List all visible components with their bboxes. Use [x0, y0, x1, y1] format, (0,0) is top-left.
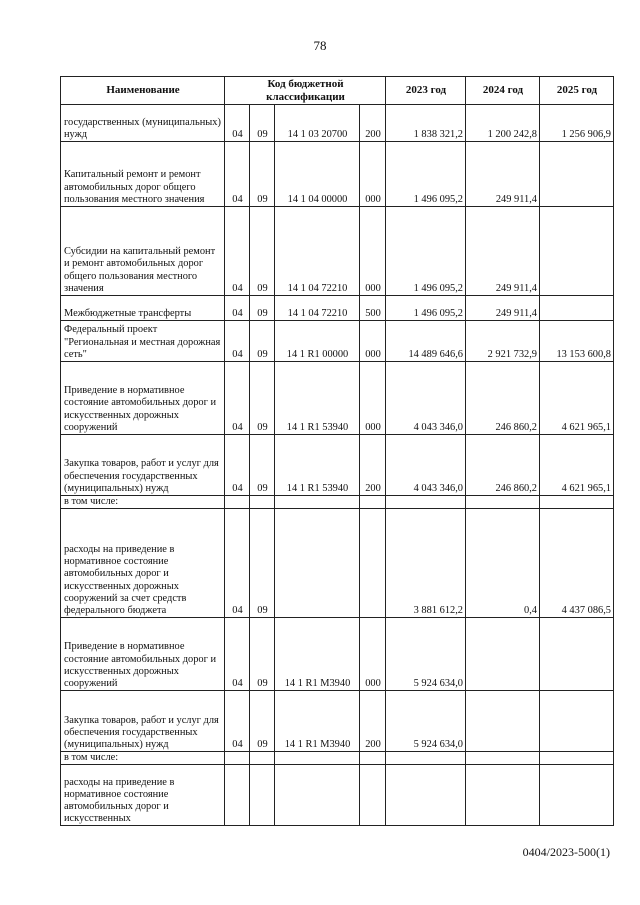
cell-2025 [540, 618, 614, 691]
cell-expense-type [360, 496, 386, 509]
cell-2024 [466, 618, 540, 691]
cell-2024 [466, 752, 540, 765]
cell-subsection: 09 [250, 618, 275, 691]
table-row [61, 618, 614, 691]
cell-2023: 4 043 346,0 [386, 435, 466, 496]
cell-expense-type: 000 [360, 618, 386, 691]
cell-name: расходы на приведение в нормативное состояние автомобильных дорог и искусственных дорожных сооружений за счет средств федерального бюджета [61, 509, 225, 618]
cell-expense-type [360, 509, 386, 618]
cell-name: Приведение в нормативное состояние автомобильных дорог и искусственных дорожных сооружений [61, 362, 225, 435]
cell-2024: 246 860,2 [466, 435, 540, 496]
table-row [61, 435, 614, 496]
cell-name: Приведение в нормативное состояние автомобильных дорог и искусственных дорожных сооружений [61, 618, 225, 691]
cell-name: в том числе: [61, 752, 225, 765]
cell-section: 04 [225, 435, 250, 496]
cell-2024: 1 200 242,8 [466, 105, 540, 142]
cell-name: Закупка товаров, работ и услуг для обеспечения государственных (муниципальных) нужд [61, 435, 225, 496]
cell-section: 04 [225, 105, 250, 142]
cell-2023: 4 043 346,0 [386, 362, 466, 435]
cell-2025: 13 153 600,8 [540, 321, 614, 362]
cell-2023: 5 924 634,0 [386, 618, 466, 691]
cell-subsection: 09 [250, 142, 275, 207]
cell-2024 [466, 691, 540, 752]
cell-2023: 1 496 095,2 [386, 142, 466, 207]
cell-subsection: 09 [250, 362, 275, 435]
cell-2025 [540, 496, 614, 509]
cell-section: 04 [225, 691, 250, 752]
cell-2023 [386, 765, 466, 826]
cell-2024: 249 911,4 [466, 142, 540, 207]
budget-table [60, 76, 614, 826]
cell-subsection [250, 765, 275, 826]
cell-subsection: 09 [250, 435, 275, 496]
header-2023: 2023 год [386, 77, 466, 105]
cell-2025: 4 621 965,1 [540, 362, 614, 435]
cell-target-article [275, 496, 360, 509]
cell-2023 [386, 752, 466, 765]
cell-section [225, 765, 250, 826]
table-row [61, 142, 614, 207]
cell-2025 [540, 142, 614, 207]
cell-subsection: 09 [250, 691, 275, 752]
cell-target-article: 14 1 04 00000 [275, 142, 360, 207]
cell-section: 04 [225, 618, 250, 691]
cell-name: Субсидии на капитальный ремонт и ремонт автомобильных дорог общего пользования местного значения [61, 207, 225, 296]
cell-2023: 1 838 321,2 [386, 105, 466, 142]
cell-section [225, 752, 250, 765]
cell-2023: 1 496 095,2 [386, 207, 466, 296]
cell-name: расходы на приведение в нормативное состояние автомобильных дорог и искусственных [61, 765, 225, 826]
cell-2025 [540, 207, 614, 296]
cell-target-article: 14 1 R1 M3940 [275, 691, 360, 752]
cell-2023: 1 496 095,2 [386, 296, 466, 321]
cell-2023: 5 924 634,0 [386, 691, 466, 752]
header-2024: 2024 год [466, 77, 540, 105]
cell-expense-type: 000 [360, 321, 386, 362]
cell-expense-type: 200 [360, 435, 386, 496]
cell-expense-type: 200 [360, 105, 386, 142]
cell-target-article: 14 1 R1 00000 [275, 321, 360, 362]
cell-name: Закупка товаров, работ и услуг для обеспечения государственных (муниципальных) нужд [61, 691, 225, 752]
cell-2024: 2 921 732,9 [466, 321, 540, 362]
cell-target-article: 14 1 04 72210 [275, 296, 360, 321]
cell-target-article: 14 1 03 20700 [275, 105, 360, 142]
cell-2023: 3 881 612,2 [386, 509, 466, 618]
table-row [61, 509, 614, 618]
cell-subsection [250, 496, 275, 509]
cell-subsection: 09 [250, 321, 275, 362]
cell-name: Капитальный ремонт и ремонт автомобильных дорог общего пользования местного значения [61, 142, 225, 207]
header-code: Код бюджетной классификации [225, 77, 386, 105]
cell-subsection: 09 [250, 509, 275, 618]
cell-expense-type: 000 [360, 207, 386, 296]
cell-2023: 14 489 646,6 [386, 321, 466, 362]
cell-target-article: 14 1 R1 53940 [275, 362, 360, 435]
table-row [61, 207, 614, 296]
cell-2025: 4 621 965,1 [540, 435, 614, 496]
table-row [61, 105, 614, 142]
cell-2023 [386, 496, 466, 509]
cell-2024 [466, 496, 540, 509]
document-id: 0404/2023-500(1) [522, 845, 610, 859]
cell-section: 04 [225, 321, 250, 362]
cell-section: 04 [225, 142, 250, 207]
cell-2024 [466, 765, 540, 826]
table-row [61, 691, 614, 752]
page-number: 78 [313, 38, 327, 53]
cell-subsection: 09 [250, 207, 275, 296]
table-row [61, 496, 614, 509]
header-name: Наименование [61, 77, 225, 105]
cell-2025 [540, 691, 614, 752]
cell-target-article [275, 765, 360, 826]
table-row [61, 321, 614, 362]
cell-target-article: 14 1 R1 M3940 [275, 618, 360, 691]
cell-name: Межбюджетные трансферты [61, 296, 225, 321]
cell-name: Федеральный проект "Региональная и местная дорожная сеть" [61, 321, 225, 362]
table-row [61, 362, 614, 435]
cell-subsection [250, 752, 275, 765]
cell-expense-type: 500 [360, 296, 386, 321]
cell-section: 04 [225, 509, 250, 618]
cell-section: 04 [225, 207, 250, 296]
cell-subsection: 09 [250, 296, 275, 321]
cell-2025 [540, 752, 614, 765]
cell-expense-type [360, 752, 386, 765]
cell-section [225, 496, 250, 509]
cell-target-article: 14 1 R1 53940 [275, 435, 360, 496]
table-row [61, 296, 614, 321]
cell-expense-type [360, 765, 386, 826]
table-row [61, 752, 614, 765]
cell-2025 [540, 765, 614, 826]
table-header-row [61, 77, 614, 105]
cell-target-article [275, 509, 360, 618]
cell-2024: 246 860,2 [466, 362, 540, 435]
header-2025: 2025 год [540, 77, 614, 105]
cell-target-article [275, 752, 360, 765]
table-row [61, 765, 614, 826]
cell-section: 04 [225, 362, 250, 435]
cell-2025: 4 437 086,5 [540, 509, 614, 618]
cell-name: в том числе: [61, 496, 225, 509]
cell-section: 04 [225, 296, 250, 321]
cell-expense-type: 000 [360, 362, 386, 435]
cell-expense-type: 200 [360, 691, 386, 752]
cell-name: государственных (муниципальных) нужд [61, 105, 225, 142]
cell-target-article: 14 1 04 72210 [275, 207, 360, 296]
cell-2025: 1 256 906,9 [540, 105, 614, 142]
cell-2024: 249 911,4 [466, 207, 540, 296]
cell-2025 [540, 296, 614, 321]
cell-subsection: 09 [250, 105, 275, 142]
cell-expense-type: 000 [360, 142, 386, 207]
cell-2024: 0,4 [466, 509, 540, 618]
cell-2024: 249 911,4 [466, 296, 540, 321]
